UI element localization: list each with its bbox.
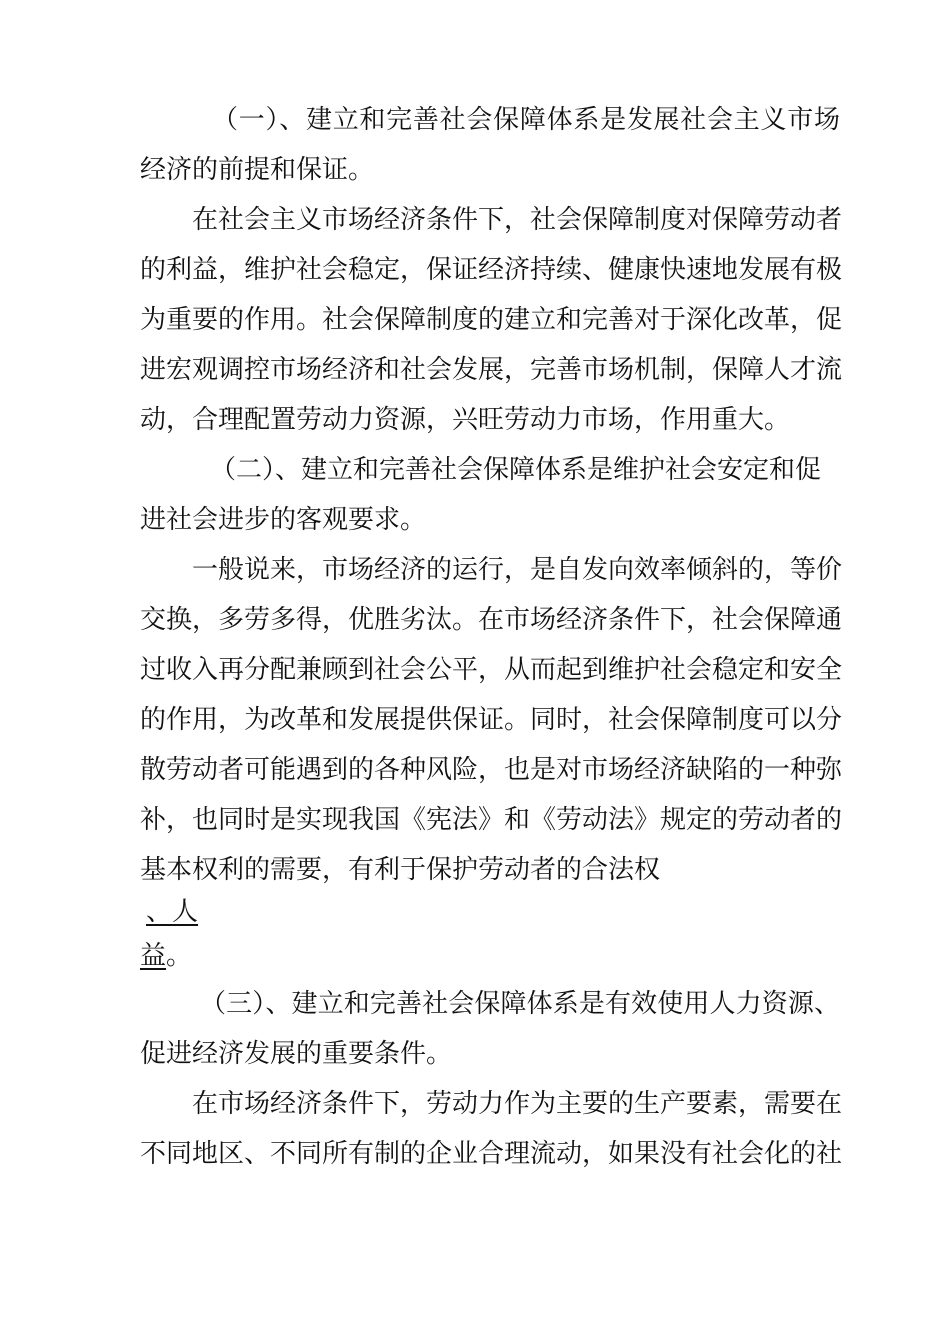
section-1-paragraph-line-4: 进宏观调控市场经济和社会发展，完善市场机制，保障人才流 xyxy=(140,355,843,385)
section-2-paragraph-line-2: 交换，多劳多得，优胜劣汰。在市场经济条件下，社会保障通 xyxy=(140,605,843,635)
section-1-paragraph-line-2: 的利益，维护社会稳定，保证经济持续、健康快速地发展有极 xyxy=(140,255,843,285)
section-2-fragment-top xyxy=(146,894,266,930)
fragment-tail: 。 xyxy=(166,941,193,971)
fragment-top-underlined: 、人 xyxy=(146,897,199,927)
section-2-paragraph-line-7: 基本权利的需要，有利于保护劳动者的合法权 xyxy=(140,855,661,885)
section-3-heading-line-2: 促进经济发展的重要条件。 xyxy=(140,1039,453,1069)
section-2-paragraph-line-6: 补，也同时是实现我国《宪法》和《劳动法》规定的劳动者的 xyxy=(140,805,843,835)
section-2-paragraph-line-5: 散劳动者可能遇到的各种风险，也是对市场经济缺陷的一种弥 xyxy=(140,755,843,785)
section-2-paragraph-line-4: 的作用，为改革和发展提供保证。同时，社会保障制度可以分 xyxy=(140,705,843,735)
section-1-paragraph-line-3: 为重要的作用。社会保障制度的建立和完善对于深化改革，促 xyxy=(140,305,843,335)
section-1-heading-line-1: （一）、建立和完善社会保障体系是发展社会主义市场 xyxy=(212,105,840,135)
section-2-fragment-line xyxy=(140,938,260,974)
section-1-heading-line-2: 经济的前提和保证。 xyxy=(140,155,375,185)
section-3-paragraph-line-2: 不同地区、不同所有制的企业合理流动，如果没有社会化的社 xyxy=(140,1139,843,1169)
section-3-heading-line-1: （三）、建立和完善社会保障体系是有效使用人力资源、 xyxy=(200,989,840,1019)
section-1-paragraph-line-5: 动，合理配置劳动力资源，兴旺劳动力市场，作用重大。 xyxy=(140,405,791,435)
section-2-paragraph-line-3: 过收入再分配兼顾到社会公平，从而起到维护社会稳定和安全 xyxy=(140,655,843,685)
section-2-paragraph-line-1: 一般说来，市场经济的运行，是自发向效率倾斜的，等价 xyxy=(192,555,843,585)
fragment-word-underlined: 益 xyxy=(140,941,167,971)
section-1-paragraph-line-1: 在社会主义市场经济条件下，社会保障制度对保障劳动者 xyxy=(192,205,843,235)
section-2-heading-line-2: 进社会进步的客观要求。 xyxy=(140,505,427,535)
section-3-paragraph-line-1: 在市场经济条件下，劳动力作为主要的生产要素，需要在 xyxy=(192,1089,843,1119)
section-2-heading-line-1: （二）、建立和完善社会保障体系是维护社会安定和促 xyxy=(210,455,822,485)
